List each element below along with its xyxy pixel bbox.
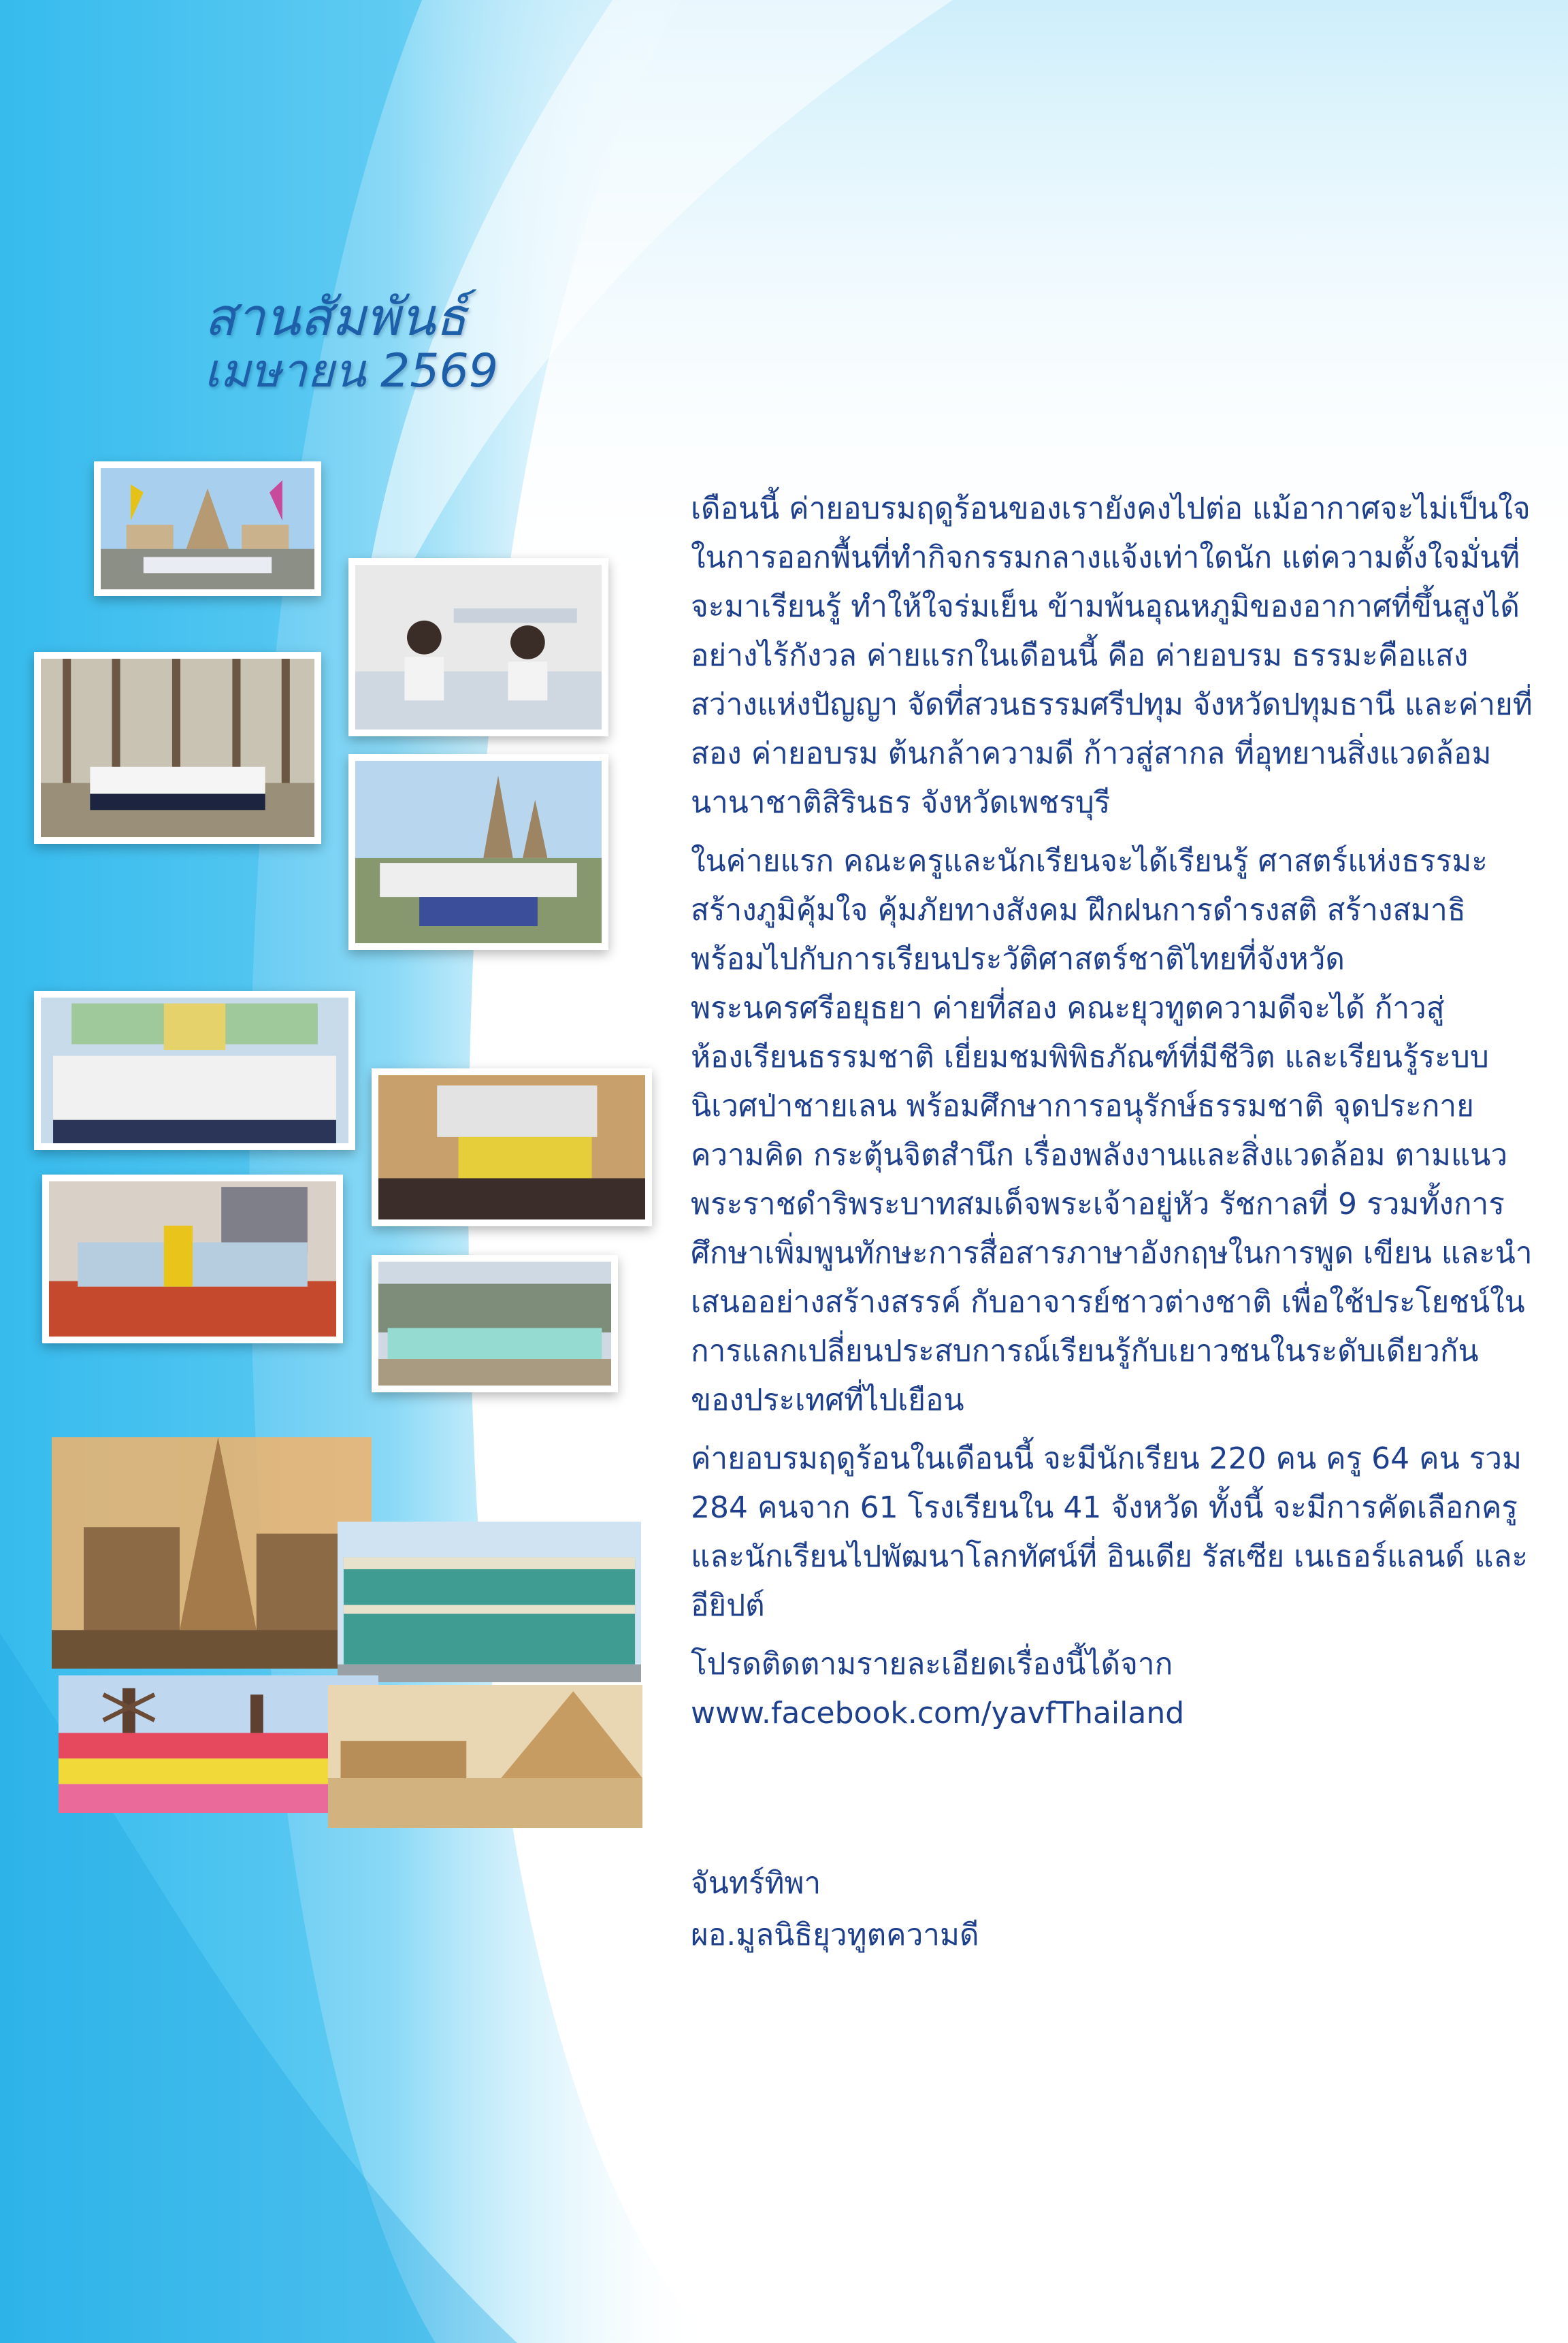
image-egypt-sphinx-pyramid [328, 1685, 642, 1828]
photo-mangrove-group [372, 1255, 618, 1392]
signature-position: ผอ.มูลนิธิยุวทูตความดี [691, 1918, 979, 1952]
photo-stage-presentation [372, 1068, 652, 1226]
article-paragraph: เดือนนี้ ค่ายอบรมฤดูร้อนของเรายังคงไปต่อ แม้อากาศจะไม่เป็นใจในการออกพื้นที่ทำกิจกรรมกลางแจ้งเท่าใดนัก แต่ความตั้งใจมั่นที่จะมาเรียนรู้ ทำให้ใจร่มเย็น ข้ามพ้นอุณหภูมิของอากาศที่ขึ้นสูงได้อย่างไร้กังวล ค่ายแรกในเดือนนี้ คือ ค่ายอบรม ธรรมะคือแสงสว่างแห่งปัญญา จัดที่สวนธรรมศรีปทุม จังหวัดปทุมธานี และค่ายที่สอง ค่ายอบรม ต้นกล้าความดี ก้าวสู่สากล ที่อุทยานสิ่งแวดล้อมนานาชาติสิรินธร จังหวัดเพชรบุรี [691, 491, 1533, 820]
article-paragraph: โปรดติดตามรายละเอียดเรื่องนี้ได้จาก www.facebook.com/yavfThailand [691, 1647, 1185, 1731]
photo-temple-ceremony [94, 461, 321, 596]
header [204, 286, 498, 399]
page-title: สานสัมพันธ์ [204, 286, 467, 347]
article-paragraph: ในค่ายแรก คณะครูและนักเรียนจะได้เรียนรู้ ศาสตร์แห่งธรรมะ สร้างภูมิคุ้มใจ คุ้มภัยทางสังคม ฝึกฝนการดำรงสติ สร้างสมาธิ พร้อมไปกับการเรียนประวัติศาสตร์ชาติไทยที่จังหวัดพระนครศรีอยุธยา ค่ายที่สอง คณะยุวทูตความดีจะได้ ก้าวสู่ห้องเรียนธรรมชาติ เยี่ยมชมพิพิธภัณฑ์ที่มีชีวิต และเรียนรู้ระบบนิเวศป่าชายเลน พร้อมศึกษาการอนุรักษ์ธรรมชาติ จุดประกายความคิด กระตุ้นจิตสำนึก เรื่องพลังงานและสิ่งแวดล้อม ตามแนวพระราชดำริพระบาทสมเด็จพระเจ้าอยู่หัว รัชกาลที่ 9 รวมทั้งการศึกษาเพิ่มพูนทักษะการสื่อสารภาษาอังกฤษในการพูด เขียน และนำเสนออย่างสร้างสรรค์ กับอาจารย์ชาวต่างชาติ เพื่อใช้ประโยชน์ในการแลกเปลี่ยนประสบการณ์เรียนรู้กับเยาวชนในระดับเดียวกัน ของประเทศที่ไปเยือน [691, 844, 1533, 1418]
photo-group-portrait-hall [34, 991, 355, 1150]
image-india-temple [52, 1437, 372, 1669]
image-russia-palace [338, 1522, 641, 1682]
photo-pine-forest-exercise [34, 652, 321, 844]
article-paragraph: ค่ายอบรมฤดูร้อนในเดือนนี้ จะมีนักเรียน 220 คน ครู 64 คน รวม 284 คนจาก 61 โรงเรียนใน 41 จังหวัด ทั้งนี้ จะมีการคัดเลือกครูและนักเรียนไปพัฒนาโลกทัศน์ที่ อินเดีย รัสเซีย เนเธอร์แลนด์ และ อียิปต์ [691, 1441, 1529, 1623]
photo-students-meditation [348, 558, 608, 736]
signature-name: จันทร์ทิพา [691, 1866, 821, 1901]
issue-date: เมษายน 2569 [204, 344, 499, 398]
signature-block [691, 1858, 979, 1961]
photo-ayutthaya-group [348, 754, 608, 950]
photo-classroom-activity [42, 1175, 343, 1343]
article-body [691, 485, 1535, 1748]
